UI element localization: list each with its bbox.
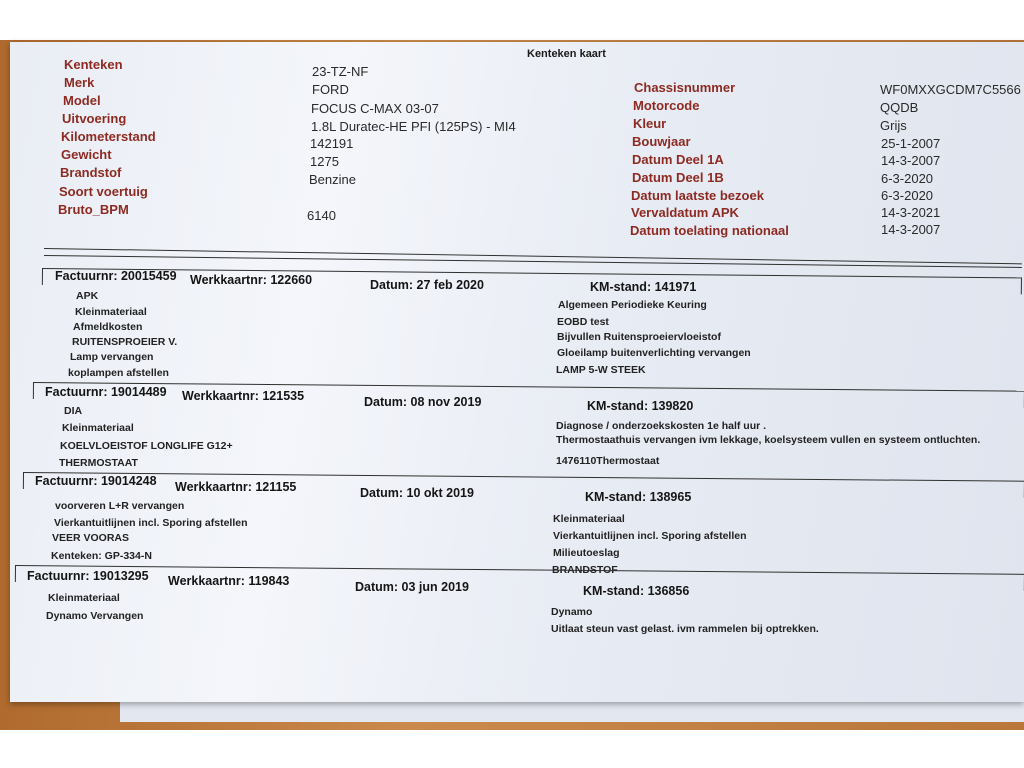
value-vervaldatum-apk: 14-3-2021 [881, 205, 941, 220]
right-item: LAMP 5-W STEEK [556, 364, 646, 376]
label-datum-toelating-nationaal: Datum toelating nationaal [630, 223, 789, 238]
left-item: Afmeldkosten [73, 321, 143, 333]
right-item: Dynamo [551, 606, 593, 618]
value-kleur: Grijs [880, 118, 907, 133]
km-stand: KM-stand: 141971 [590, 280, 697, 294]
label-uitvoering: Uitvoering [62, 111, 127, 126]
label-datum-laatste-bezoek: Datum laatste bezoek [631, 188, 764, 203]
value-gewicht: 1275 [310, 154, 339, 169]
workcard-number: Werkkaartnr: 121535 [182, 389, 305, 403]
value-datum-toelating-nationaal: 14-3-2007 [881, 222, 941, 237]
label-gewicht: Gewicht [61, 147, 112, 162]
label-model: Model [63, 93, 101, 108]
right-item: 1476110Thermostaat [556, 455, 660, 467]
left-item: THERMOSTAAT [59, 457, 138, 469]
right-item: Kleinmateriaal [553, 513, 625, 525]
left-item: Vierkantuitlijnen incl. Sporing afstellen [54, 517, 248, 529]
left-item: Dynamo Vervangen [46, 610, 144, 622]
label-datum-deel-1b: Datum Deel 1B [632, 170, 724, 185]
left-item: koplampen afstellen [68, 367, 169, 379]
value-model: FOCUS C-MAX 03-07 [311, 101, 439, 116]
invoice-date: Datum: 10 okt 2019 [360, 486, 474, 500]
right-item: Bijvullen Ruitensproeiervloeistof [557, 331, 721, 343]
km-stand: KM-stand: 139820 [587, 399, 694, 413]
right-item: Algemeen Periodieke Keuring [558, 299, 707, 311]
right-item: Gloeilamp buitenverlichting vervangen [557, 347, 751, 359]
label-datum-deel-1a: Datum Deel 1A [632, 152, 724, 167]
left-item: DIA [64, 405, 83, 417]
invoice-date: Datum: 08 nov 2019 [364, 395, 482, 409]
value-kilometerstand: 142191 [310, 136, 354, 151]
label-merk: Merk [64, 75, 95, 90]
right-item: EOBD test [557, 316, 609, 328]
label-kleur: Kleur [633, 116, 667, 131]
right-item: Milieutoeslag [553, 547, 620, 559]
km-stand: KM-stand: 138965 [585, 490, 692, 504]
value-merk: FORD [312, 82, 349, 97]
value-motorcode: QQDB [880, 100, 919, 115]
label-kenteken: Kenteken [64, 57, 123, 72]
invoice-number: Factuurnr: 20015459 [55, 269, 177, 283]
workcard-number: Werkkaartnr: 119843 [168, 574, 290, 588]
right-item: Thermostaathuis vervangen ivm lekkage, koelsysteem vullen en systeem ontluchten. [556, 434, 981, 446]
left-item: voorveren L+R vervangen [55, 500, 185, 512]
right-item: BRANDSTOF [552, 564, 618, 576]
label-vervaldatum-apk: Vervaldatum APK [631, 205, 739, 220]
label-motorcode: Motorcode [633, 98, 700, 113]
document-title: Kenteken kaart [527, 48, 606, 60]
km-stand: KM-stand: 136856 [583, 584, 690, 598]
left-item: Kleinmateriaal [75, 306, 147, 318]
left-item: RUITENSPROEIER V. [72, 336, 178, 348]
left-item: Kleinmateriaal [62, 422, 134, 434]
value-uitvoering: 1.8L Duratec-HE PFI (125PS) - MI4 [311, 119, 516, 134]
value-datum-deel-1b: 6-3-2020 [881, 171, 934, 186]
invoice-number: Factuurnr: 19014489 [45, 385, 167, 399]
invoice-number: Factuurnr: 19014248 [35, 474, 157, 488]
label-kilometerstand: Kilometerstand [61, 129, 156, 144]
invoice-date: Datum: 27 feb 2020 [370, 278, 484, 292]
label-brandstof: Brandstof [60, 165, 122, 180]
right-item: Uitlaat steun vast gelast. ivm rammelen bij optrekken. [551, 623, 819, 635]
value-datum-deel-1a: 14-3-2007 [881, 153, 941, 168]
workcard-number: Werkkaartnr: 121155 [175, 480, 297, 494]
invoice-date: Datum: 03 jun 2019 [355, 580, 469, 594]
label-chassisnummer: Chassisnummer [634, 80, 736, 95]
value-chassisnummer: WF0MXXGCDM7C5566 [880, 82, 1021, 97]
value-bruto-bpm: 6140 [307, 208, 336, 223]
left-item: Kenteken: GP-334-N [51, 550, 152, 562]
left-item: VEER VOORAS [52, 532, 130, 544]
left-item: KOELVLOEISTOF LONGLIFE G12+ [60, 440, 233, 452]
label-bouwjaar: Bouwjaar [632, 134, 691, 149]
label-soort-voertuig: Soort voertuig [59, 184, 148, 199]
label-bruto-bpm: Bruto_BPM [58, 202, 129, 217]
left-item: Lamp vervangen [70, 351, 154, 363]
right-item: Diagnose / onderzoekskosten 1e half uur . [556, 420, 767, 432]
workcard-number: Werkkaartnr: 122660 [190, 273, 313, 287]
value-datum-laatste-bezoek: 6-3-2020 [881, 188, 934, 203]
left-item: Kleinmateriaal [48, 592, 120, 604]
value-bouwjaar: 25-1-2007 [881, 136, 941, 151]
value-brandstof: Benzine [309, 172, 356, 187]
left-item: APK [76, 290, 99, 302]
value-kenteken: 23-TZ-NF [312, 64, 369, 79]
right-item: Vierkantuitlijnen incl. Sporing afstellen [553, 530, 747, 542]
invoice-number: Factuurnr: 19013295 [27, 569, 149, 583]
